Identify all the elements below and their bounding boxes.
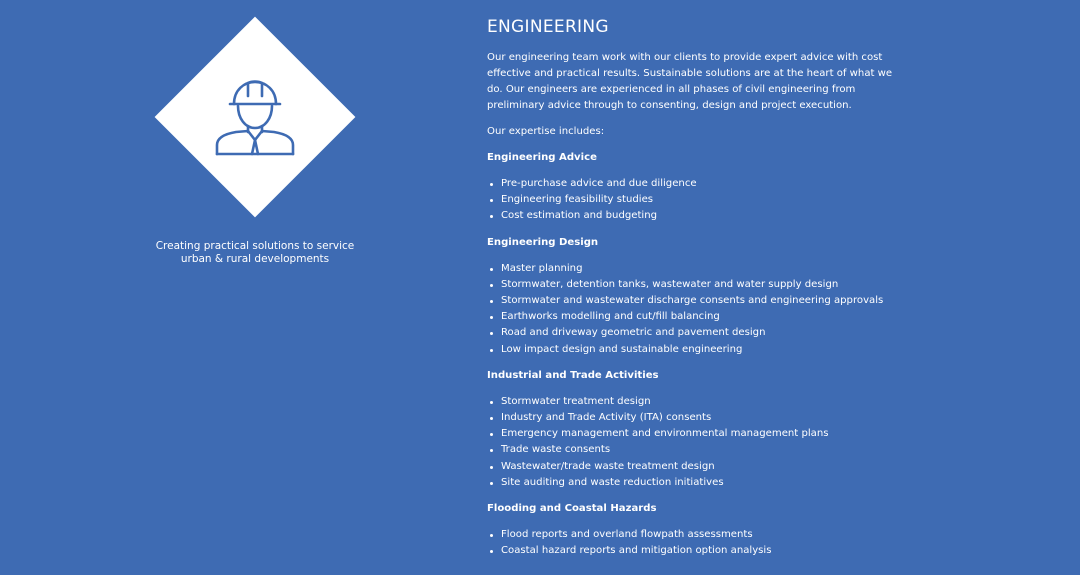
list-item: Road and driveway geometric and pavement design — [501, 325, 907, 341]
expertise-label: Our expertise includes: — [487, 126, 605, 137]
tagline-line-1: Creating practical solutions to service — [155, 240, 355, 252]
intro-paragraph: Our engineering team work with our clients to provide expert advice with cost effective and practical results. Sustainable solutions are at the heart of what we do. Our engineers are experienced in all phases of civil engineering from preliminary advice through to consenting, design and project execution. — [487, 52, 893, 111]
list-item: Stormwater, detention tanks, wastewater and water supply design — [501, 277, 907, 293]
section-heading: Flooding and Coastal Hazards — [487, 503, 657, 515]
section-heading: Engineering Advice — [487, 152, 597, 163]
page-title: ENGINEERING — [487, 17, 609, 37]
section-flooding-coastal — [487, 501, 907, 559]
tagline — [120, 240, 390, 266]
list-item: Flood reports and overland flowpath assessments — [501, 527, 907, 543]
list-item: Wastewater/trade waste treatment design — [501, 459, 907, 475]
icon-diamond-badge — [154, 16, 356, 218]
list-item: Stormwater and wastewater discharge consents and engineering approvals — [501, 293, 907, 309]
list-item: Industry and Trade Activity (ITA) consents — [501, 410, 907, 426]
section-heading: Engineering Design — [487, 236, 599, 248]
section-engineering-design — [487, 235, 907, 358]
list-item: Site auditing and waste reduction initiatives — [501, 475, 907, 491]
list-item: Engineering feasibility studies — [501, 192, 907, 208]
list-item: Emergency management and environmental management plans — [501, 426, 907, 442]
section-list — [487, 394, 907, 491]
main-content — [487, 16, 907, 569]
tagline-line-2: urban & rural developments — [180, 253, 330, 265]
list-item: Cost estimation and budgeting — [501, 208, 907, 224]
list-item: Earthworks modelling and cut/fill balancing — [501, 309, 907, 325]
list-item: Coastal hazard reports and mitigation option analysis — [501, 543, 907, 559]
list-item: Low impact design and sustainable engineering — [501, 342, 907, 358]
section-heading: Industrial and Trade Activities — [487, 369, 659, 381]
list-item: Trade waste consents — [501, 442, 907, 458]
left-column — [0, 0, 510, 575]
section-industrial-trade — [487, 368, 907, 491]
list-item: Master planning — [501, 261, 907, 277]
section-list — [487, 176, 907, 225]
section-list — [487, 261, 907, 358]
list-item: Pre-purchase advice and due diligence — [501, 176, 907, 192]
section-engineering-advice — [487, 150, 907, 225]
engineer-hardhat-icon — [214, 74, 296, 156]
section-list — [487, 527, 907, 559]
list-item: Stormwater treatment design — [501, 394, 907, 410]
